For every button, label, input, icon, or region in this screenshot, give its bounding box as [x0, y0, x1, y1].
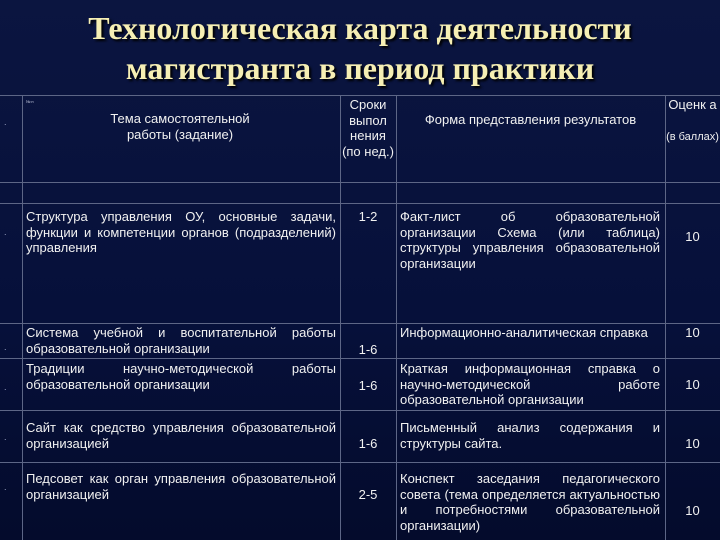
row-1-terms: 1-2 [358, 209, 378, 224]
header-terms: Сроки выпол нения (по нед.) [342, 97, 394, 159]
row-3-form: Краткая информационная справка о научно-методической работе образовательной организации [400, 361, 660, 407]
row-1-form: Факт-лист об образовательной организации Схема (или таблица) структуры управления образовательной организации [400, 209, 660, 271]
title-line-2: магистранта в период практики [125, 50, 595, 86]
row-2-form: Информационно-аналитическая справка [400, 325, 648, 340]
row-4-topic: Сайт как средство управления образовательной организацией [26, 420, 336, 451]
slide-title [0, 8, 720, 88]
row-4-form: Письменный анализ содержания и структуры сайта. [400, 420, 660, 451]
row-3-topic: Традиции научно-методической работы образовательной организации [26, 361, 336, 392]
header-score: Оценк а [668, 97, 717, 112]
header-number: № п [26, 99, 34, 104]
row-5-topic: Педсовет как орган управления образовательной организацией [26, 471, 336, 502]
row-5-form: Конспект заседания педагогического совета (тема определяется актуальностью и потребностями образовательной организации) [400, 471, 660, 533]
row-2-terms: 1-6 [358, 342, 378, 357]
row-3-score: 10 [685, 377, 700, 392]
row-1-topic: Структура управления ОУ, основные задачи, функции и компетенции органов (подразделений) управления [26, 209, 336, 255]
row-1-score: 10 [685, 229, 700, 244]
header-score-sub: (в баллах) [666, 131, 719, 143]
row-4-score: 10 [685, 436, 700, 451]
row-2-score: 10 [685, 325, 700, 340]
row-3-terms: 1-6 [358, 378, 378, 393]
row-4-terms: 1-6 [358, 436, 378, 451]
row-2-topic: Система учебной и воспитательной работы образовательной организации [26, 325, 336, 356]
header-topic: Тема самостоятельной работы (задание) [110, 111, 250, 142]
header-form: Форма представления результатов [424, 112, 637, 127]
title-line-1: Технологическая карта деятельности [88, 10, 632, 46]
row-5-terms: 2-5 [358, 487, 378, 502]
row-5-score: 10 [685, 503, 700, 518]
